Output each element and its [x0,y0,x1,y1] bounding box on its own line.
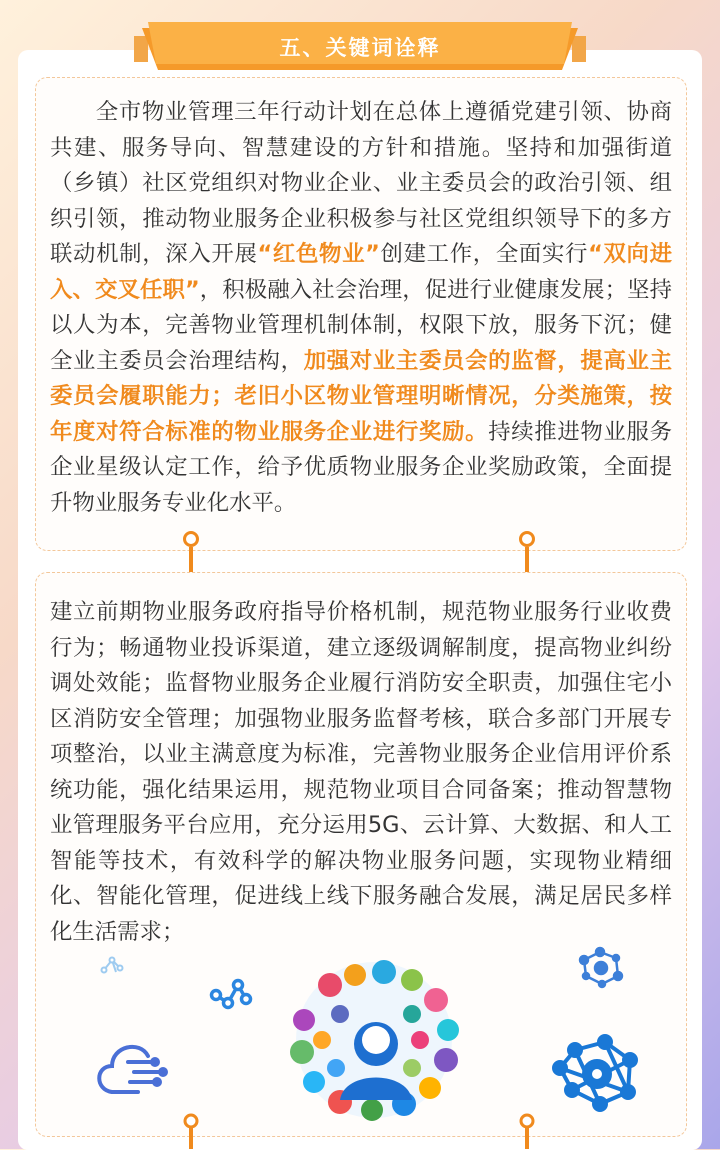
para1-end: 持续推进物业服务企业星级认定工作，给予优质物业服务企业奖励政策，全面提升物业服务专业化水平。 [50,418,673,516]
keyword-box-2 [35,572,687,1137]
section-title: 五、关键词诠释 [279,36,441,60]
para1-mid1: 创建工作，全面实行 [379,241,589,267]
section-banner [134,14,586,78]
highlight-two-way-entry: “双向进入、交叉任职” [50,241,673,303]
keyword-box-1 [35,77,687,551]
paragraph-1 [50,95,672,521]
highlight-red-property: “红色物业” [257,241,380,267]
highlight-supervision: 加强对业主委员会的监督，提高业主委员会履职能力；老旧小区物业管理明晰情况，分类施策，按年度对符合标准的物业服务企业进行奖励。 [50,347,673,445]
para1-intro: 全市物业管理三年行动计划在总体上遵循党建引领、协商共建、服务导向、智慧建设的方针和措施。坚持和加强街道（乡镇）社区党组织对物业企业、业主委员会的政治引领、组织引领，推动物业服务企业积极参与社区党组织领导下的多方联动机制，深入开展 [50,99,672,267]
paragraph-2: 建立前期物业服务政府指导价格机制，规范物业服务行业收费行为；畅通物业投诉渠道，建立逐级调解制度，提高物业纠纷调处效能；监督物业服务企业履行消防安全职责，加强住宅小区消防安全管理；加强物业服务监督考核，联合多部门开展专项整治，以业主满意度为标准，完善物业服务企业信用评价系统功能，强化结果运用，规范物业项目合同备案；推动智慧物业管理服务平台应用，充分运用5G、云计算、大数据、和人工智能等技术，有效科学的解决物业服务问题，实现物业精细化、智能化管理，促进线上线下服务融合发展，满足居民多样化生活需求； [50,599,672,945]
para1-mid2: ，积极融入社会治理，促进行业健康发展；坚持以人为本，完善物业管理机制体制，权限下放，服务下沉；健全业主委员会治理结构， [50,276,673,374]
